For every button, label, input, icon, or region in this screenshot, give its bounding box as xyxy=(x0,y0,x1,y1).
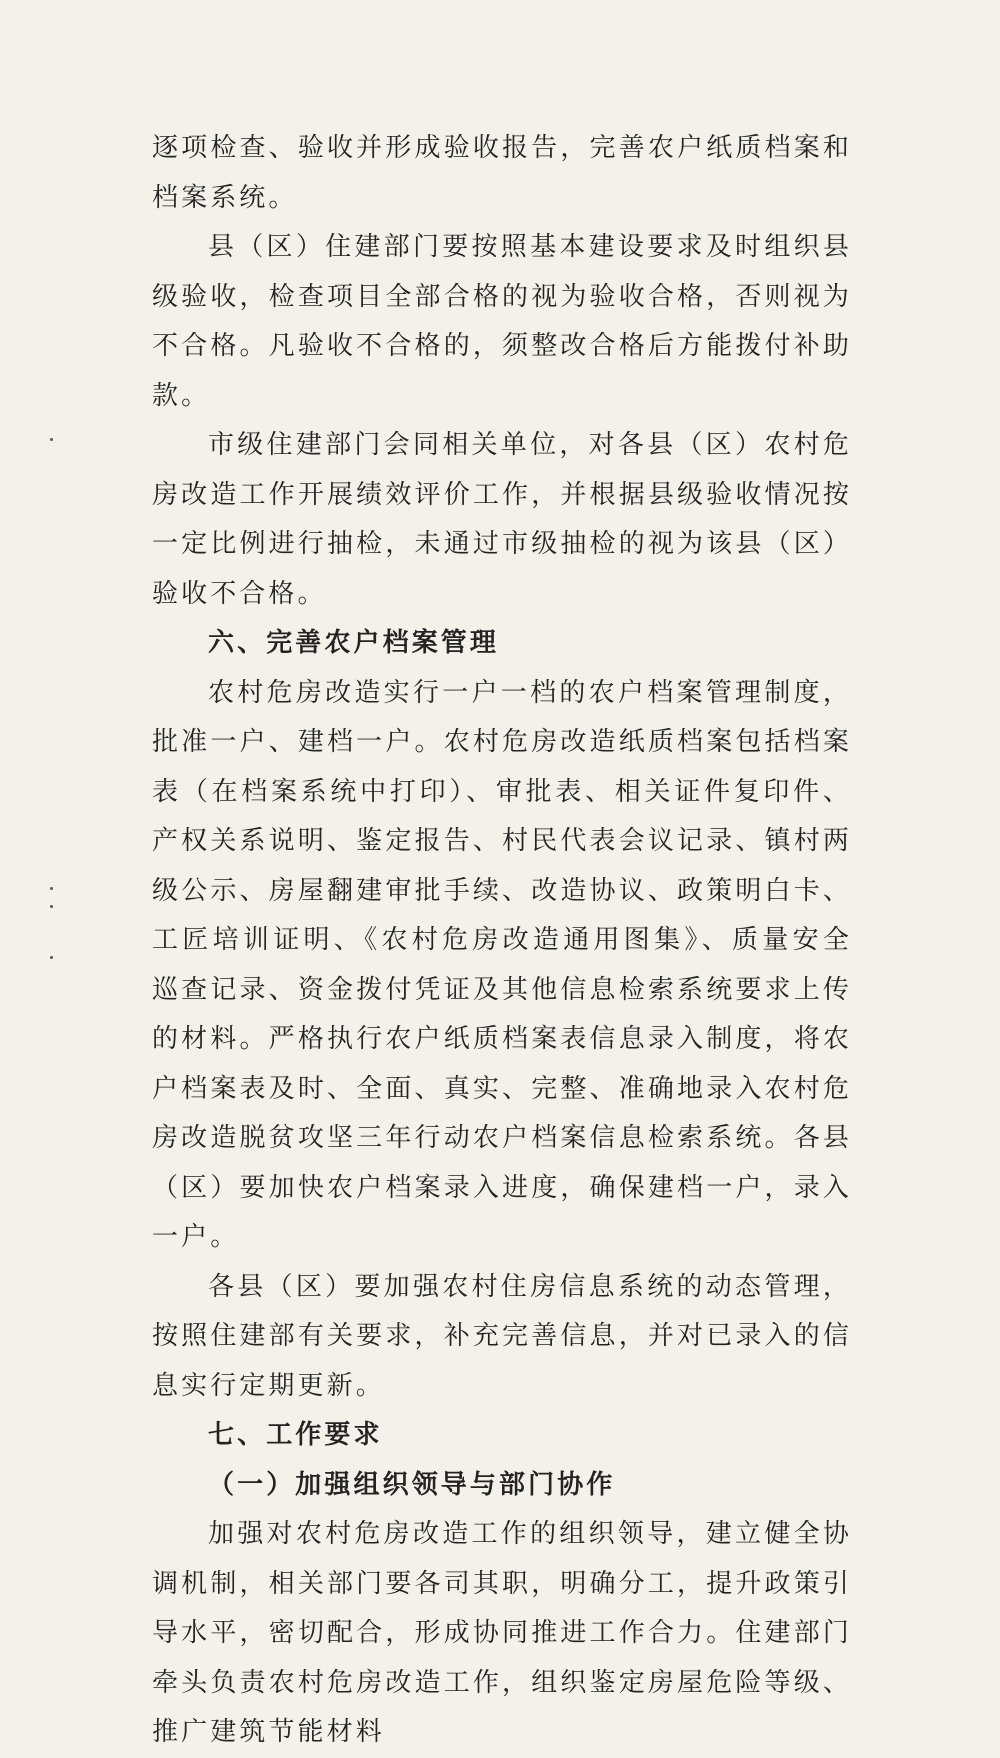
scan-speck xyxy=(50,887,53,890)
paragraph-county-acceptance: 县（区）住建部门要按照基本建设要求及时组织县级验收，检查项目全部合格的视为验收合格，否则视为不合格。凡验收不合格的，须整改合格后方能拨付补助款。 xyxy=(152,232,852,411)
document-body xyxy=(152,124,852,1758)
paragraph-leadership-coordination: 加强对农村危房改造工作的组织领导，建立健全协调机制，相关部门要各司其职，明确分工，提升政策引导水平，密切配合，形成协同推进工作合力。住建部门牵头负责农村危房改造工作，组织鉴定房屋危险等级、推广建筑节能材料 xyxy=(152,1519,852,1747)
section-heading-work-requirements: 七、工作要求 xyxy=(208,1420,383,1450)
scan-speck xyxy=(50,905,53,908)
paragraph-city-evaluation: 市级住建部门会同相关单位，对各县（区）农村危房改造工作开展绩效评价工作，并根据县级验收情况按一定比例进行抽检，未通过市级抽检的视为该县（区）验收不合格。 xyxy=(152,430,852,609)
paragraph-acceptance-report: 逐项检查、验收并形成验收报告，完善农户纸质档案和档案系统。 xyxy=(152,133,852,213)
section-heading-archive-management: 六、完善农户档案管理 xyxy=(208,628,500,658)
subsection-heading-leadership: （一）加强组织领导与部门协作 xyxy=(208,1469,616,1500)
scan-speck xyxy=(50,956,53,959)
paragraph-archive-system: 农村危房改造实行一户一档的农户档案管理制度，批准一户、建档一户。农村危房改造纸质档案包括档案表（在档案系统中打印）、审批表、相关证件复印件、产权关系说明、鉴定报告、村民代表会议记录、镇村两级公示、房屋翻建审批手续、改造协议、政策明白卡、工匠培训证明、《农村危房改造通用图集》、质量安全巡查记录、资金拨付凭证及其他信息检索系统要求上传的材料。严格执行农户纸质档案表信息录入制度，将农户档案表及时、全面、真实、完整、准确地录入农村危房改造脱贫攻坚三年行动农户档案信息检索系统。各县（区）要加快农户档案录入进度，确保建档一户，录入一户。 xyxy=(152,677,852,1252)
paragraph-dynamic-management: 各县（区）要加强农村住房信息系统的动态管理，按照住建部有关要求，补充完善信息，并对已录入的信息实行定期更新。 xyxy=(152,1271,852,1401)
scan-speck xyxy=(50,438,53,441)
